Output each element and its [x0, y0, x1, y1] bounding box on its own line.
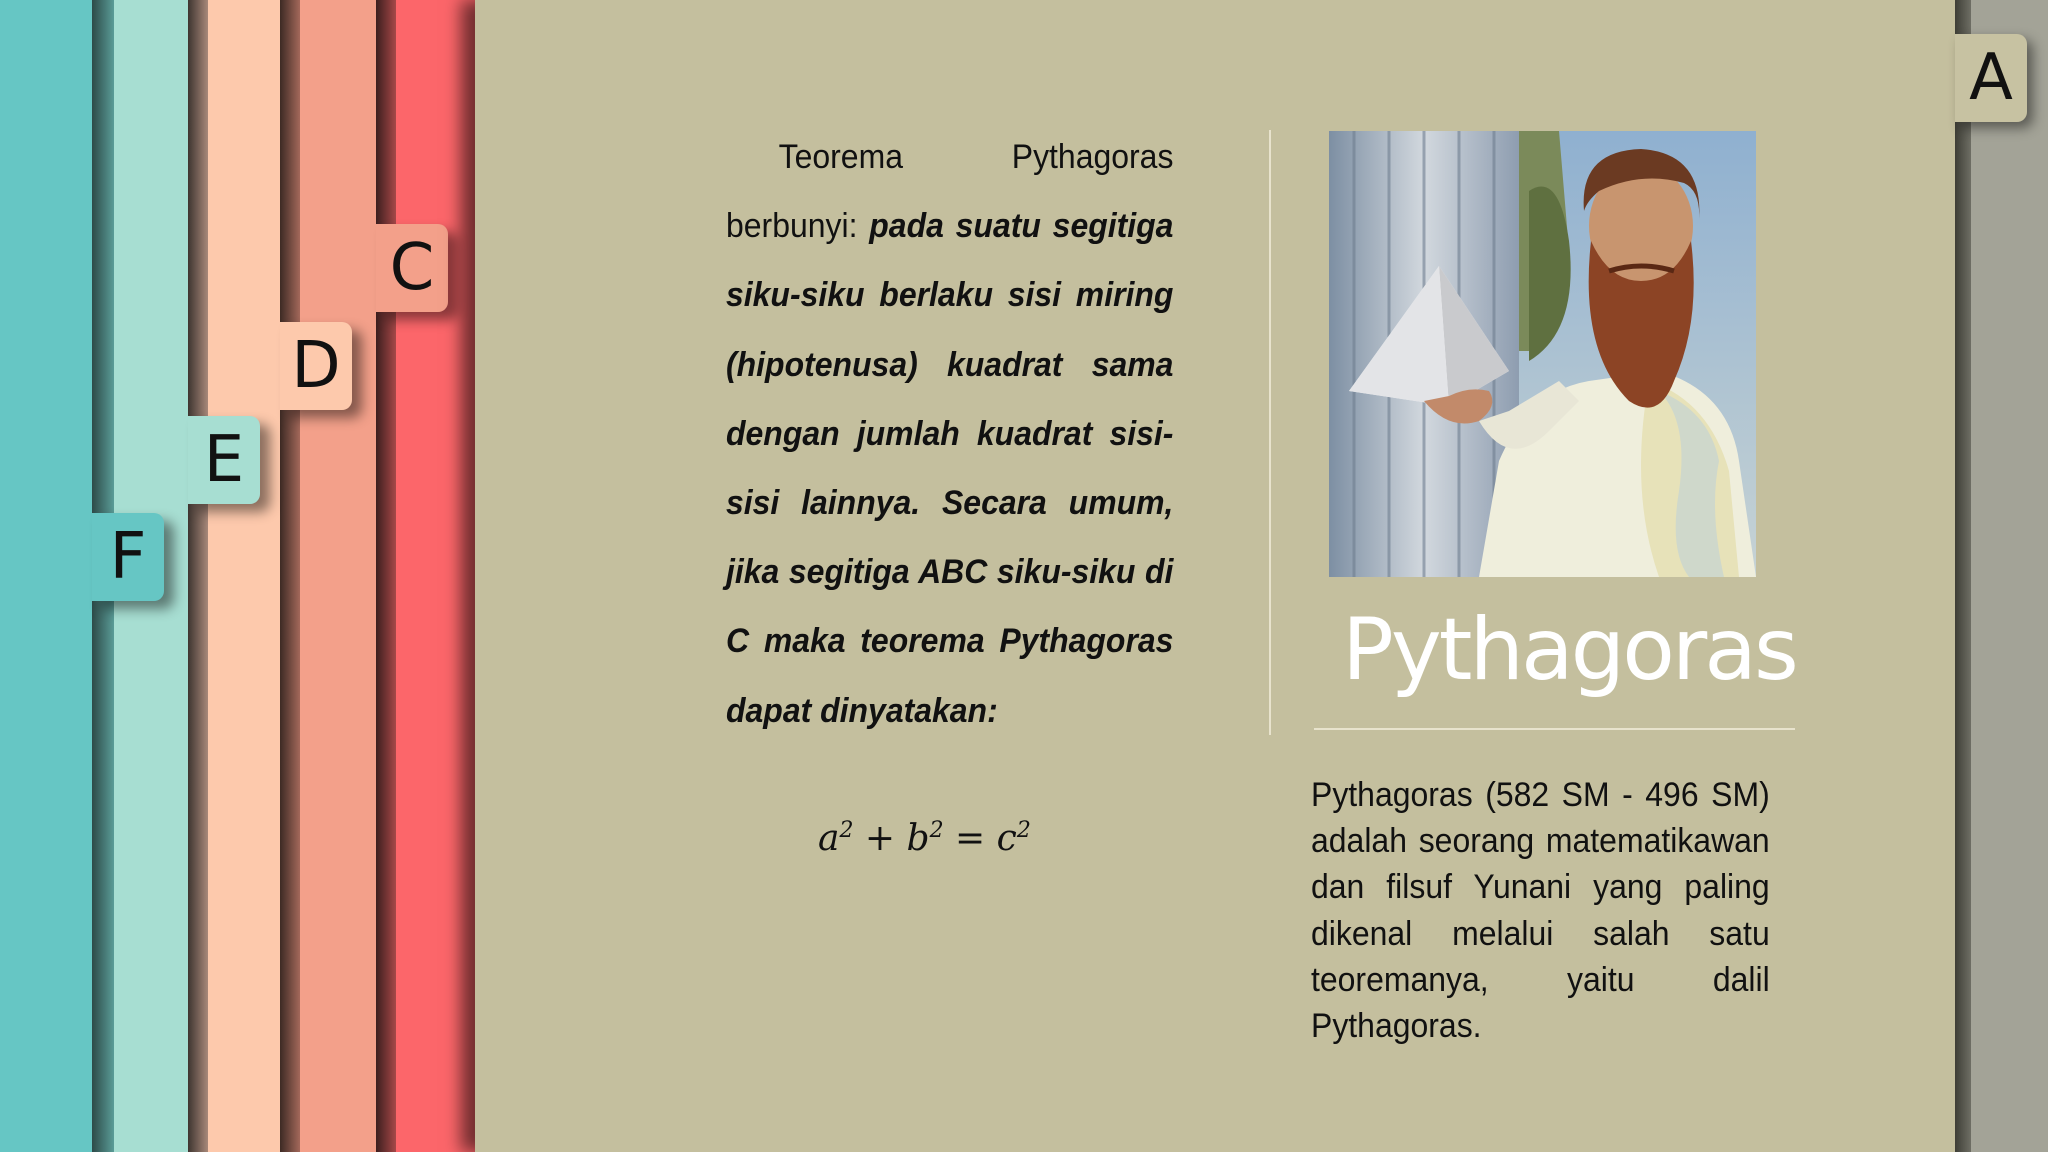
eq-b: b	[906, 818, 930, 859]
pythagorean-equation	[818, 818, 1031, 859]
tab-e[interactable]: E	[188, 416, 260, 504]
theorem-statement: pada suatu segitiga siku-siku berlaku sisi miring (hipotenusa) kuadrat sama dengan jumlah kuadrat sisi-sisi lainnya. Secara umum, jika segitiga ABC siku-siku di C maka teorema Pythagoras dapat dinyatakan:	[726, 207, 1174, 730]
eq-a: a	[818, 818, 840, 859]
tab-a[interactable]: A	[1955, 34, 2027, 122]
eq-exp-b: 2	[929, 818, 944, 843]
strip-shadow-3	[280, 0, 300, 1152]
eq-exp-a: 2	[839, 818, 854, 843]
eq-equals: =	[955, 818, 986, 859]
tab-d[interactable]: D	[280, 322, 352, 410]
eq-c: c	[996, 818, 1017, 859]
eq-exp-c: 2	[1016, 818, 1031, 843]
title-underline	[1314, 728, 1795, 730]
strip-teal	[0, 0, 92, 1152]
strip-gray	[1971, 0, 2048, 1152]
theorem-first-line	[726, 123, 1173, 192]
page-title: Pythagoras	[1342, 600, 1796, 700]
right-shadow	[1955, 0, 1971, 1152]
tab-f[interactable]: F	[92, 513, 164, 601]
theorem-word-teorema: Teorema	[778, 138, 903, 176]
theorem-text	[726, 123, 1173, 746]
theorem-intro: berbunyi:	[726, 207, 858, 246]
strip-peach	[208, 0, 280, 1152]
strip-coral	[396, 0, 475, 1152]
pythagoras-portrait	[1329, 131, 1756, 577]
strip-shadow-2	[188, 0, 208, 1152]
vertical-divider	[1269, 130, 1271, 735]
tab-c[interactable]: C	[376, 224, 448, 312]
strip-salmon	[300, 0, 376, 1152]
eq-plus: +	[864, 818, 896, 859]
strip-shadow-4	[376, 0, 396, 1152]
theorem-body	[726, 192, 1173, 746]
theorem-word-pythagoras: Pythagoras	[1011, 138, 1174, 176]
bio-paragraph: Pythagoras (582 SM - 496 SM) adalah seorang matematikawan dan filsuf Yunani yang paling dikenal melalui salah satu teoremanya, yaitu dalil Pythagoras.	[1311, 776, 1770, 1046]
